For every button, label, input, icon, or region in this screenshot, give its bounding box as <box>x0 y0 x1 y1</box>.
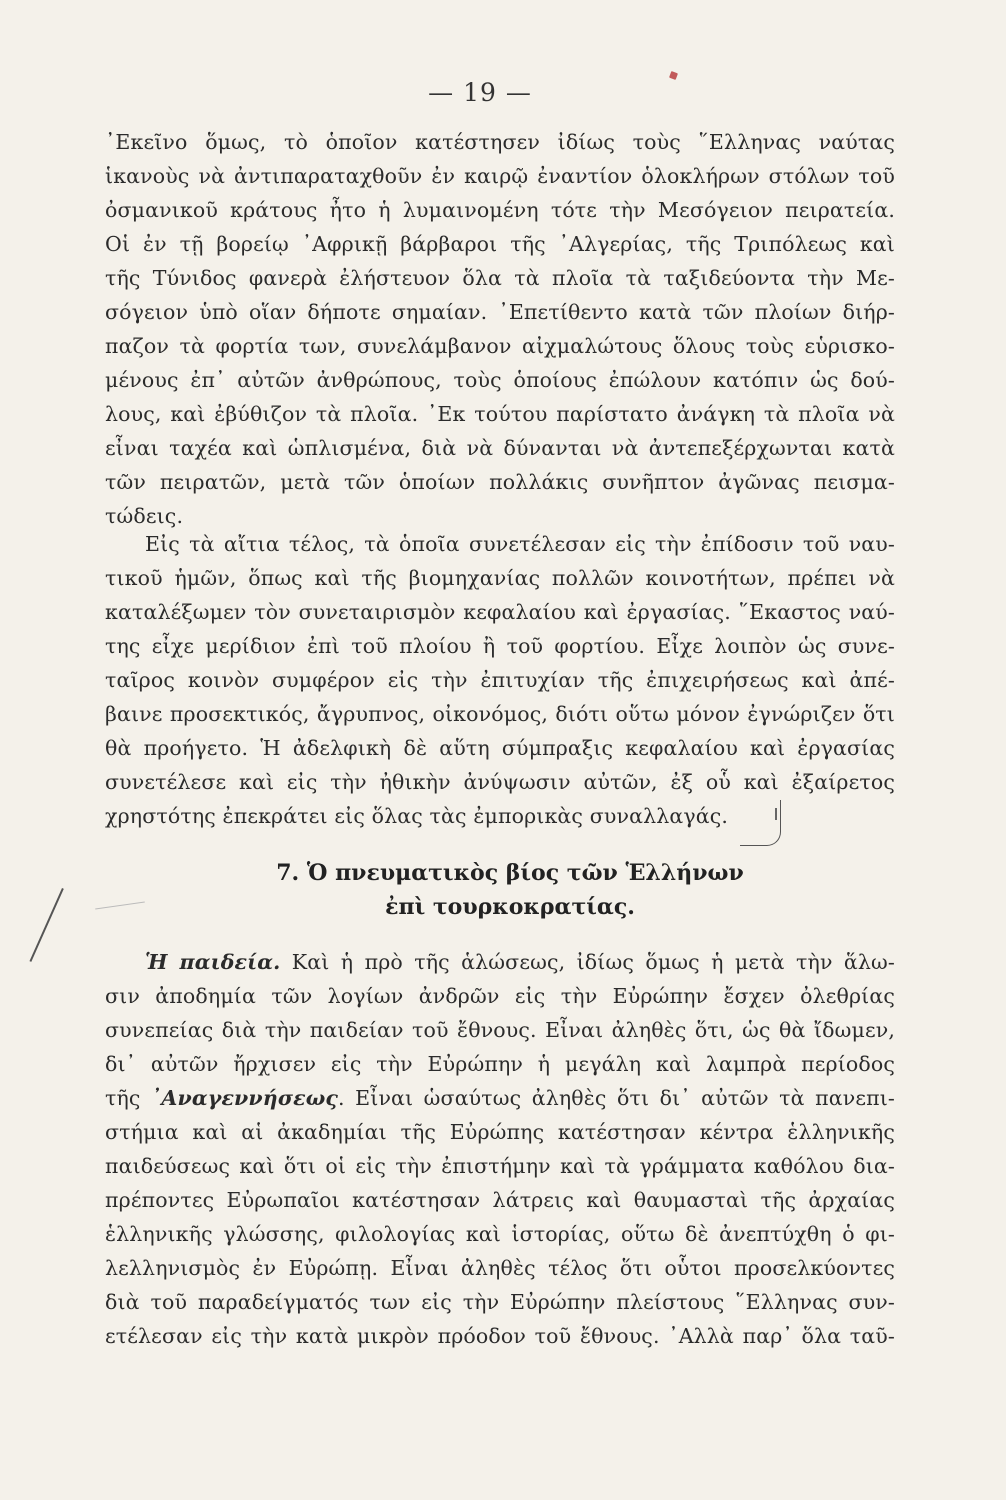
text-span: Καὶ ἡ πρὸ τῆς ἁλώσεως, ἰδίως ὅμως ἡ μετὰ τὴν ἅλω- <box>280 950 895 974</box>
emphasized-term: ᾿Αναγεννήσεως <box>151 1086 339 1110</box>
text-line: ὀσμανικοῦ κράτους ἦτο ἡ λυμαινομένη τότε τὴν Μεσόγειον πειρατεία. <box>105 198 895 222</box>
text-line: Εἰς τὰ αἴτια τέλος, τὰ ὁποῖα συνετέλεσαν εἰς τὴν ἐπίδοσιν τοῦ ναυ- <box>145 532 895 556</box>
text-line <box>105 1081 895 1115</box>
text-line: σόγειον ὑπὸ οἵαν δήποτε σημαίαν. ᾿Επετίθεντο κατὰ τῶν πλοίων διήρ- <box>105 300 895 324</box>
text-line: τῆς Τύνιδος φανερὰ ἐλήστευον ὅλα τὰ πλοῖα τὰ ταξιδεύοντα τὴν Με- <box>105 266 895 290</box>
text-line: λους, καὶ ἐβύθιζον τὰ πλοῖα. ᾿Εκ τούτου παρίστατο ἀνάγκη τὰ πλοῖα νὰ <box>105 402 895 426</box>
text-line: τῶν πειρατῶν, μετὰ τῶν ὁποίων πολλάκις συνῆπτον ἀγῶνας πεισμα- <box>105 470 895 494</box>
text-line: διὰ τοῦ παραδείγματός των εἰς τὴν Εὐρώπην πλείστους ῞Ελληνας συν- <box>105 1290 895 1314</box>
text-line: στήμια καὶ αἱ ἀκαδημίαι τῆς Εὐρώπης κατέστησαν κέντρα ἑλληνικῆς <box>105 1120 895 1144</box>
text-line: της εἶχε μερίδιον ἐπὶ τοῦ πλοίου ἢ τοῦ φορτίου. Εἶχε λοιπὸν ὡς συνε- <box>105 634 895 658</box>
text-line: εἶναι ταχέα καὶ ὡπλισμένα, διὰ νὰ δύνανται νὰ ἀντεπεξέρχωνται κατὰ <box>105 436 895 460</box>
text-span: τῆς <box>105 1086 151 1110</box>
text-line: βαινε προσεκτικός, ἄγρυπνος, οἰκονόμος, διότι οὕτω μόνον ἐγνώριζεν ὅτι <box>105 702 895 726</box>
text-line: παζον τὰ φορτία των, συνελάμβανον αἰχμαλώτους ὅλους τοὺς εὑρισκο- <box>105 334 895 358</box>
text-span: . Εἶναι ὡσαύτως ἀληθὲς ὅτι δι᾿ αὐτῶν τὰ πανεπι- <box>338 1086 895 1110</box>
text-line: ταῖρος κοινὸν συμφέρον εἰς τὴν ἐπιτυχίαν τῆς ἐπιχειρήσεως καὶ ἀπέ- <box>105 668 895 692</box>
pencil-annotation <box>775 808 777 820</box>
text-line: δι᾿ αὐτῶν ἤρχισεν εἰς τὴν Εὐρώπην ἡ μεγάλη καὶ λαμπρὰ περίοδος <box>105 1052 895 1076</box>
text-line: πρέποντες Εὐρωπαῖοι κατέστησαν λάτρεις καὶ θαυμασταὶ τῆς ἀρχαίας <box>105 1188 895 1212</box>
pencil-annotation <box>29 888 63 962</box>
text-line: καταλέξωμεν τὸν συνεταιρισμὸν κεφαλαίου καὶ ἐργασίας. ῞Εκαστος ναύ- <box>105 600 895 624</box>
text-line: ἑλληνικῆς γλώσσης, φιλολογίας καὶ ἱστορίας, οὕτω δὲ ἀνεπτύχθη ὁ φι- <box>105 1222 895 1246</box>
paragraph-partnership <box>105 527 895 833</box>
section-heading: 7. Ὁ πνευματικὸς βίος τῶν Ἑλλήνων <box>276 860 744 886</box>
paragraph-education <box>105 945 895 1353</box>
text-line: τώδεις. <box>105 504 184 528</box>
text-line: συνετέλεσε καὶ εἰς τὴν ἠθικὴν ἀνύψωσιν αὐτῶν, ἐξ οὗ καὶ ἐξαίρετος <box>105 770 895 794</box>
text-line: παιδεύσεως καὶ ὅτι οἱ εἰς τὴν ἐπιστήμην καὶ τὰ γράμματα καθόλου δια- <box>105 1154 895 1178</box>
text-line: ᾿Εκεῖνο ὅμως, τὸ ὁποῖον κατέστησεν ἰδίως τοὺς ῞Ελληνας ναύτας <box>105 130 895 154</box>
text-line: ετέλεσαν εἰς τὴν κατὰ μικρὸν πρόοδον τοῦ ἔθνους. ᾿Αλλὰ παρ᾿ ὅλα ταῦ- <box>105 1324 895 1348</box>
text-line: Οἱ ἐν τῇ βορείῳ ᾿Αφρικῇ βάρβαροι τῆς ᾿Αλγερίας, τῆς Τριπόλεως καὶ <box>105 232 895 256</box>
subsection-title: Ἡ παιδεία. <box>145 950 281 974</box>
text-line <box>105 945 895 979</box>
text-line: σιν ἀποδημία τῶν λογίων ἀνδρῶν εἰς τὴν Εὐρώπην ἔσχεν ὀλεθρίας <box>105 984 895 1008</box>
text-line: θὰ προήγετο. Ἡ ἀδελφικὴ δὲ αὕτη σύμπραξις κεφαλαίου καὶ ἐργασίας <box>105 736 895 760</box>
text-line: συνεπείας διὰ τὴν παιδείαν τοῦ ἔθνους. Εἶναι ἀληθὲς ὅτι, ὡς θὰ ἴδωμεν, <box>105 1018 895 1042</box>
page-number: — 19 — <box>428 78 532 107</box>
text-line: ἱκανοὺς νὰ ἀντιπαραταχθοῦν ἐν καιρῷ ἐναντίον ὁλοκλήρων στόλων τοῦ <box>105 164 895 188</box>
pencil-annotation <box>740 800 781 846</box>
section-heading-line2: ἐπὶ τουρκοκρατίας. <box>385 894 635 920</box>
text-line: τικοῦ ἡμῶν, ὅπως καὶ τῆς βιομηχανίας πολλῶν κοινοτήτων, πρέπει νὰ <box>105 566 895 590</box>
text-line: μένους ἐπ᾿ αὐτῶν ἀνθρώπους, τοὺς ὁποίους ἐπώλουν κατόπιν ὡς δού- <box>105 368 895 392</box>
text-line: χρηστότης ἐπεκράτει εἰς ὅλας τὰς ἐμπορικὰς συναλλαγάς. <box>105 804 729 828</box>
paragraph-piracy <box>105 125 895 533</box>
text-line: λελληνισμὸς ἐν Εὐρώπῃ. Εἶναι ἀληθὲς τέλος ὅτι οὗτοι προσελκύοντες <box>105 1256 895 1280</box>
